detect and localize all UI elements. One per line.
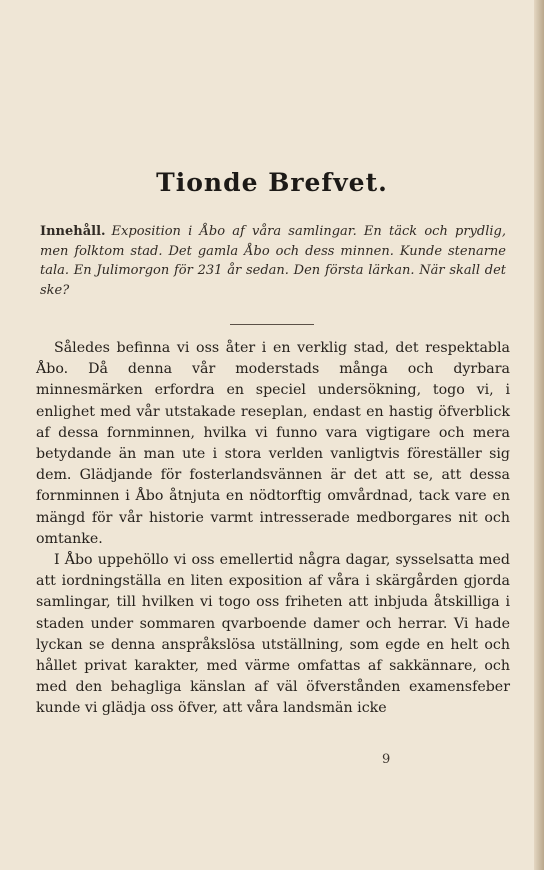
chapter-heading: Tionde Brefvet. xyxy=(156,168,388,197)
page-edge xyxy=(534,0,544,870)
paragraph: Således befinna vi oss åter i en verklig stad, det respektabla Åbo. Då denna vår moderstads många och dyrbara minnesmärken erfordra en speciel undersökning, togo vi, i enlighet med vår utstakade reseplan, endast en hastig öfverblick af dessa fornminnen, hvilka vi funno vara vigtigare och mera betydande än man ute i stora verlden vanligtvis föreställer sig dem. Glädjande för fosterlandsvännen är det att se, att dessa fornminnen i Åbo åtnjuta en nödtorftig omvårdnad, tack vare en mängd för vår historie varmt intresserade medborgares nit och omtanke. xyxy=(36,340,510,547)
body-text xyxy=(36,338,510,720)
summary-label: Innehåll. xyxy=(40,224,106,239)
summary-text: Exposition i Åbo af våra samlingar. En täck och prydlig, men folktom stad. Det gamla Åbo och dess minnen. Kunde stenarne tala. En Julimorgon för 231 år sedan. Den första lärkan. När skall det ske? xyxy=(40,224,506,298)
paragraph: I Åbo uppehöllo vi oss emellertid några dagar, sysselsatta med att iordningställa en liten exposition af våra i skärgården gjorda samlingar, till hvilken vi togo oss friheten att inbjuda åtskilliga i staden under sommaren qvarboende damer och herrar. Vi hade lyckan se denna anspråkslösa utställning, som egde en helt och hållet privat karakter, med värme omfattas af sakkännare, och med den behagliga känslan af väl öfverstånden examensfeber kunde vi glädja oss öfver, att våra landsmän icke xyxy=(36,552,510,717)
chapter-summary xyxy=(40,222,506,300)
page-number: 9 xyxy=(382,752,391,767)
section-divider xyxy=(230,324,314,325)
